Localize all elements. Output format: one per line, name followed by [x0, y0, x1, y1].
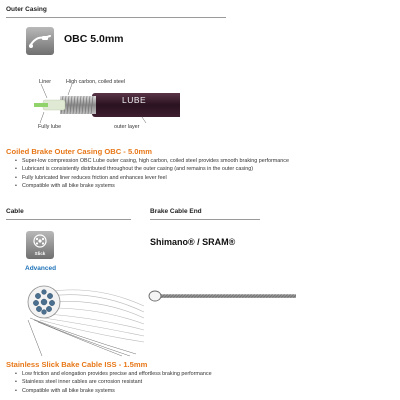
outer-casing-divider — [6, 17, 226, 18]
outer-layer-label: outer layer — [114, 124, 140, 130]
casing-product-title: Coiled Brake Outer Casing OBC - 5.0mm — [6, 147, 153, 156]
cable-icon-text: Slick — [34, 251, 46, 256]
cable-feature-list — [6, 370, 400, 395]
cable-product-title: Stainless Slick Bake Cable ISS - 1.5mm — [6, 360, 148, 369]
casing-feature-list — [6, 157, 400, 190]
casing-spec: OBC 5.0mm — [64, 33, 124, 45]
cable-end-section-title: Brake Cable End — [150, 208, 202, 215]
cable-feature-item: • Stainless steel inner cables are corrosion resistant — [22, 378, 400, 386]
cable-divider — [6, 219, 131, 220]
cable-end-icon — [148, 288, 298, 304]
casing-feature-item: • Super-low compression OBC Lube outer casing, high carbon, coiled steel provides smooth braking performance — [22, 157, 400, 165]
steel-label: High carbon, coiled steel — [66, 79, 126, 85]
cable-feature-item: • Compatible with all bike brake systems — [22, 387, 400, 395]
casing-brand-print: LUBE — [122, 95, 147, 105]
casing-feature-item: • Lubricant is consistently distributed throughout the outer casing (and remains in the outer casing) — [22, 165, 400, 173]
casing-feature-item: • Compatible with all bike brake systems — [22, 182, 400, 190]
bike-cable-casing-icon — [26, 27, 54, 55]
casing-feature-item: • Fully lubricated liner reduces friction and enhances lever feel — [22, 174, 400, 182]
fully-lube-label: Fully lube — [38, 124, 62, 130]
cable-section-title: Cable — [6, 208, 24, 215]
stranded-cable-illustration — [26, 278, 146, 358]
outer-casing-section-title: Outer Casing — [6, 6, 47, 13]
stranded-cable-icon — [26, 231, 54, 259]
cable-end-divider — [150, 219, 260, 220]
cable-feature-item: • Low friction and elongation provides precise and effortless braking performance — [22, 370, 400, 378]
cable-end-compatibility: Shimano® / SRAM® — [150, 237, 236, 247]
casing-cross-section-diagram — [30, 84, 180, 124]
liner-label: Liner — [39, 79, 51, 85]
cable-type-label: Advanced — [25, 265, 57, 272]
